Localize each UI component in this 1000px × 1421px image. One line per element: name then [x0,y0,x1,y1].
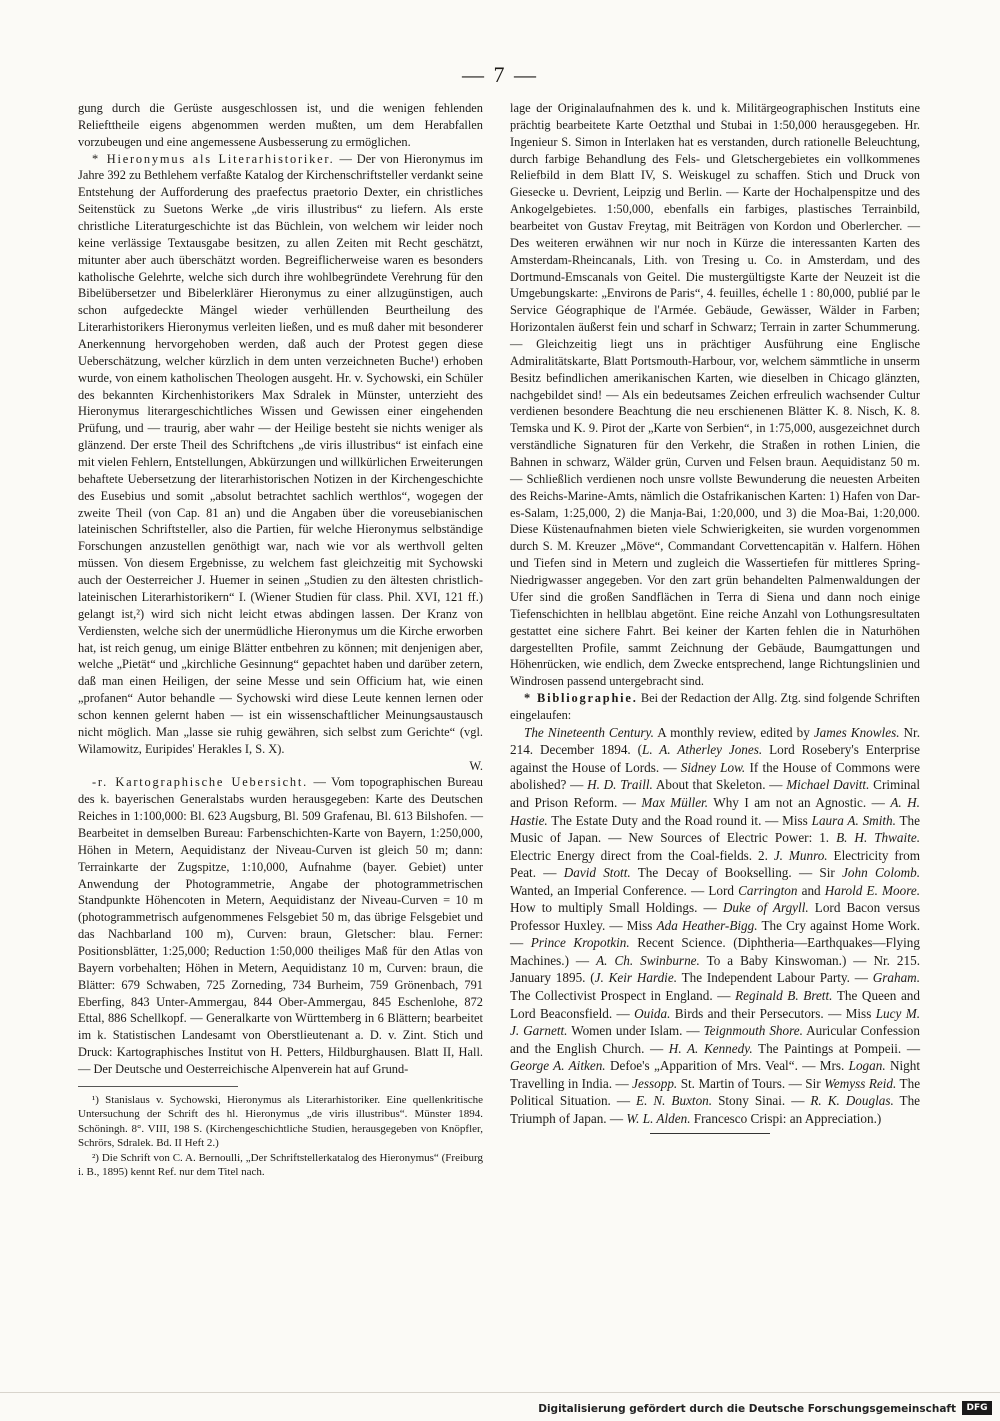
author: L. A. Atherley Jones. [642,742,763,758]
text: The Music of Japan. — New Sources of Electric Power: 1. [510,812,920,846]
author: Michael Davitt. [786,777,870,793]
author: J. Munro. [773,847,828,863]
text: Criminal and Prison Reform. — [510,777,921,810]
closing-rule [650,1133,770,1134]
author: Harold E. Moore. [824,882,920,898]
footnote-1: ¹) Stanislaus v. Sychowski, Hieronymus als Literarhistoriker. Eine quellenkritische Untersuchung der Schrift des hl. Hieronymus „de viris illustribus“. Münster 1894. Schöningh. 8°. VIII, 198 S. (Kirchengeschichtliche Studien, herausgegeben von Knöpfler, Schrörs, Sdralek. Bd. II Heft 2.) [78,1093,483,1150]
author: Jessopp. [632,1075,678,1091]
paragraph-continuation: lage der Originalaufnahmen des k. und k. Militärgeographischen Instituts eine prächtig bearbeitete Karte Oetzthal und Stubai in 1:50,000 herausgegeben. Hr. Ingenieur S. Simon in Interlaken hat es verstanden, durch rationelle Beleuchtung, durch farbige Behandlung des Fels- und Gletschergebietes ein vollkommenes Reliefbild in dem Blatt IV, S. Weiskugel zu schaffen. Stich und Druck von Giesecke u. Devrient, Leipzig und Berlin. — Karte der Hochalpenspitze und des Ankogelgebietes. 1:50,000, ebenfalls ein farbiges, plastisches Terrainbild, bearbeitet von Gustav Freytag, mit Beiträgen von Kordon und Oberlercher. — Des weiteren erwähnen wir nur noch in Kürze die interessanten Karten des Amsterdam-Rheincanals, Lith. von Tresing u. Co. in Amsterdam, und des Dortmund-Emscanals von Geitel. Die mustergültigste Karte der Neuzeit ist die Umgebungskarte: „Environs de Paris“, 4. feuilles, échelle 1 : 80,000, publié par le Service Géographique de l'Armée. Gebäude, Gewässer, Wälder in Farben; Horizontalen äußerst fein und scharf in Schwarz; Terrain in zarter Schummerung. — Gleichzeitig liegt uns in prächtiger Ausführung eine Englische Admiralitätskarte, Blatt Portsmouth-Harbour, vor, welchem sämmtliche in unserm Besitz befindlichen amerikanischen Karten, wie dieselben in Chicago glänzten, nachgebildet sind! — Als ein bedeutsames Zeichen erfreulich wachsender Cultur verdienen besondere Beachtung die neu erschienenen Blätter K. 8. Nisch, K. 8. Temska und K. 9. Pirot der „Karte von Serbien“, in 1:75,000, ausgezeichnet durch verständliche Signaturen für den Verkehr, die Straßen in rothen Linien, die Bahnen in schwarz, Wälder grün, Curven und Felsen braun. Aequidistanz 50 m. — Schließlich verdienen noch unsre vollste Bewunderung die neuesten Arbeiten des Reichs-Marine-Amts, nämlich die Ostafrikanischen Karten: 1) Hafen von Dar-es-Salam, 1:25,000, 2) die Manja-Bai, 1:20,000, und 3) die Moa-Bai, 1:20,000. Diese Küstenaufnahmen bieten viele Schwierigkeiten, sie wurden vorgenommen durch S. M. Kreuzer „Möve“, Commandant Corvettencapitän v. Halfern. Höhen und Tiefen sind in Metern und zugleich die Wassertiefen für mittleres Spring-Niedrigwasser angegeben. Vor den zart grün behandelten Palmenwaldungen der Ufer sind die großen Sandflächen in Terra di Siena und dann noch einige Tiefenschichten in hellblau abgetönt. Eine reiche Anzahl von Lothungsresultaten gestattet eine sichere Fahrt. Bei keiner der Karten fehlen die in Naturhöhen dargestellten Profile, sammt Zeichnung der Gebäude, Baumgattungen und Höhenrücken, wie endlich, dem Zwecke entsprechend, lange Richtungslinien und Windrosen passend untergebracht sind. [510,101,920,689]
text: Women under Islam. — [571,1023,700,1039]
footnote-divider [78,1086,238,1087]
author: Ouida. [634,1005,671,1021]
text: The Queen and Lord Beaconsfield. — [510,988,920,1021]
author: Carrington [738,882,798,898]
page-number: — 7 — [462,62,538,87]
article-hieronymus [78,151,483,758]
text: Electricity from Peat. — [510,847,921,881]
text: Why I am not an Agnostic. — [713,794,885,810]
footer-credit: Digitalisierung gefördert durch die Deutsche Forschungsgemeinschaft [538,1403,956,1415]
left-column [78,100,483,1180]
author: Sidney Low. [680,759,746,775]
author: Reginald B. Brett. [735,988,833,1003]
author: J. Keir Hardie. [594,970,677,986]
text: To a Baby Kinswoman.) — Nr. 215. January 1895. ( [510,952,921,986]
text: Night Travelling in India. — [510,1058,921,1091]
author-signature: W. [469,758,483,773]
author: John Colomb. [842,865,921,881]
article-intro: Bei der Redaction der Allg. Ztg. sind folgende Schriften eingelaufen: [510,691,920,722]
author: Graham. [872,970,921,986]
article-heading: * Bibliographie. [524,691,638,706]
text: The Independent Labour Party. — [681,970,868,986]
article-bibliographie [510,690,920,724]
author: A. H. Hastie. [510,794,920,828]
text: The Cry against Home Work. — [510,917,921,951]
author: W. L. Alden. [626,1110,691,1126]
text: A monthly review, edited by [657,724,810,740]
author: E. N. Buxton. [636,1093,713,1109]
article-kartographie [78,774,483,1077]
article-body: — Vom topographischen Bureau des k. bayerischen Generalstabs wurden herausgegeben: Karte des Deutschen Reiches in 1:100,000: Bl. 623 Augsburg, Bl. 509 Grafenau, Bl. 613 Bilshofen. — Bearbeitet in demselben Bureau: Farbenschichten-Karte von Bayern, 1:250,000, Höhen in Metern, Aequidistanz der Niveau-Curven ist gleich 50 m; dann: Terrainkarte der Zugspitze, 1:10,000, Aufnahme (bayer. Gebiet) unter Anwendung der Photogrammetrie, Angabe der photogrammetrischen Standpunkte Höhencoten in Metern, Aequidistanz der Niveau-Curven = 10 m (photogrammetrisch aufgenommenes Felsgebiet 50 m, das übrige Felsgebiet und das Nachbarland 100 m), Curven: braun, Gletscher: blau. Ferner: Positionsblätter, 1:25,000; Reduction 1:50,000 theiliges Maß für den Atlas von Bayern vorbehalten; Höhen in Metern, Aequidistanz 10 m, Curven: braun, die Blätter: 679 Schwaben, 725 Zorneding, 734 Burheim, 759 Grönenbach, 791 Eberfing, 843 Unter-Ammergau, 844 Ober-Ammergau, 845 Eschenlohe, 872 Ettal, 886 Schellkopf. — Generalkarte von Württemberg in 6 Blättern; bearbeitet im k. Statistischen Landesamt von Oberstlieutenant a. D. v. Zint. Stich und Druck: Kartographisches Institut von H. Petters, Hildburghausen. Blatt II, Hall. — Der Deutsche und Oesterreichische Alpenverein hat auf Grund- [78,775,483,1076]
bibliography-list [510,724,920,1128]
text: The Political Situation. — [510,1075,921,1109]
text: Lord Bacon versus Professor Huxley. — Miss [510,900,921,933]
text: Electric Energy direct from the Coal-fields. 2. [510,847,768,863]
author: George A. Aitken. [510,1058,606,1074]
author: R. K. Douglas. [810,1093,894,1109]
author: Wemyss Reid. [824,1075,897,1091]
text: St. Martin of Tours. — Sir [680,1075,821,1091]
text: Recent Science. (Diphtheria—Earthquakes—Flying Machines.) — [510,935,920,968]
paragraph-continuation: gung durch die Gerüste ausgeschlossen ist, und die wenigen fehlenden Reliefttheile eigens abgenommen werden mußten, um dem Herabfallen vorzubeugen und eine angemessene Ausbesserung zu ermöglichen. [78,101,483,149]
text: Wanted, an Imperial Conference. — Lord [510,882,734,898]
text: Auricular Confession and the English Church. — [510,1023,920,1056]
text: If the House of Commons were abolished? — [510,759,921,793]
text: Nr. 214. December 1894. ( [510,724,921,758]
text: Defoe's „Apparition of Mrs. Veal“. — Mrs. [609,1058,845,1074]
author: H. D. Traill. [587,777,653,793]
digitization-footer [0,1392,1000,1421]
author: Teignmouth Shore. [703,1023,803,1039]
text: Lord Rosebery's Enterprise against the House of Lords. — [510,742,920,775]
author: Ada Heather-Bigg. [656,917,758,933]
author: Prince Kropotkin. [530,935,630,951]
author: Laura A. Smith. [811,812,896,828]
author: B. H. Thwaite. [836,830,921,846]
article-body: — Der von Hieronymus im Jahre 392 zu Bethlehem verfaßte Katalog der Kirchenschriftsteller verdankt seine Entstehung der Aufforderung des praefectus praetorio Dexter, ein christliches Seitenstück zu Suetons Werke „de viris illustribus“ zu liefern. Als erste christliche Literaturgeschichte ist das Büchlein, von welchem wir leider noch keine verlässige Textausgabe besitzen, zu allen Zeiten mit Recht geschätzt, mitunter aber auch überschätzt worden. Begreiflicherweise waren es besonders katholische Gelehrte, welche sich durch ihre wohlbegründete Verehrung für den Bibelübersetzer und Bibelerklärer Hieronymus zu einer allzugünstigen, auch schon aufgedeckte Mängel wieder verhüllenden Beurtheilung des Literarhistorikers Hieronymus verleiten ließen, und es muß daher mit besonderer Anerkennung hervorgehoben werden, daß auch der Protest gegen diese Ueberschätzung, welcher kürzlich in dem unten verzeichneten Buche¹) erhoben wurde, von einem katholischen Theologen ausgeht. Hr. v. Sychowski, ein Schüler des bekannten Kirchenhistorikers Max Sdralek in Münster, unterzieht des Hieronymus literargeschichtliches Wissen und Gewissen einer eingehenden Prüfung, und — traurig, aber wahr — der Heilige besteht sie nichts weniger als glänzend. Der erste Theil des Schriftchens „de viris illustribus“ ist einfach eine mit vielen Fehlern, Entstellungen, Abkürzungen und willkürlichen Erweiterungen behaftete Uebersetzung der literarhistorischen Notizen in der Kirchengeschichte des Eusebius und somit „absolut betrachtet sachlich werthlos“, wogegen der zweite Theil (von Cap. 81 an) und die Angaben über die voreusebianischen lateinischen Schriftsteller, also die Partien, für welche Hieronymus selbständige Forschungen anzustellen genöthigt war, nach wie vor als werthvoll gelten müssen. Von diesem Ergebnisse, zu welchem fast gleichzeitig mit Sychowski auch der Oesterreicher J. Huemer in seinen „Studien zu den ältesten christlich-lateinischen Literarhistorikern“ I. (Wiener Studien für class. Phil. XVI, 121 ff.) gelangt ist,²) wird sich nicht leicht etwas abdingen lassen. Der Kranz von Verdiensten, welche sich der unermüdliche Hieronymus um die Kirche erworben hat, ist reich genug, um einige Blätter entbehren zu können; mit denjenigen aber, welche „Pietät“ und „kirchliche Gesinnung“ gepachtet haben und darüber zetern, daß man einen Heiligen, der seine Messe und sein Officium hat, wie einen „profanen“ Autor behandle — Sychowski wird diese Leute kennen lernen oder schon kennen gelernt haben — ist ein wissenschaftlicher Meinungsaustausch nicht möglich. Man „lasse sie ruhig gewähren, sich selbst zum Gerichte“ (vgl. Wilamowitz, Euripides' Herakles I, S. X). [78,151,484,756]
text: Birds and their Persecutors. — Miss [674,1005,872,1021]
author: James Knowles. [813,724,900,740]
text: The Estate Duty and the Road round it. — Miss [551,812,808,828]
text: The Collectivist Prospect in England. — [510,988,731,1003]
author: David Stott. [563,865,631,881]
author: A. Ch. Swinburne. [596,952,700,968]
text: The Paintings at Pompeii. — [758,1040,921,1056]
text: Francesco Crispi: an Appreciation.) [693,1110,882,1126]
dfg-logo-icon: DFG [962,1401,992,1415]
text: How to multiply Small Holdings. — [510,900,717,916]
author: Max Müller. [641,794,709,810]
article-heading: * Hieronymus als Literarhistoriker. [92,151,335,166]
text: The Triumph of Japan. — [510,1093,921,1126]
text: and [801,882,821,898]
author: Lucy M. J. Garnett. [510,1005,920,1039]
text: The Decay of Bookselling. — Sir [637,865,835,881]
right-column [510,100,920,1134]
article-heading: -r. Kartographische Uebersicht. [92,775,309,790]
text: About that Skeleton. — [655,777,783,793]
author: H. A. Kennedy. [668,1040,753,1056]
journal-title: The Nineteenth Century. [524,724,654,740]
footnotes [78,1093,483,1180]
text: Stony Sinai. — [718,1093,805,1109]
footnote-2: ²) Die Schrift von C. A. Bernoulli, „Der Schriftstellerkatalog des Hieronymus“ (Freiburg i. B., 1895) kennt Ref. nur dem Titel nach. [78,1151,483,1179]
author: Logan. [848,1058,886,1074]
author: Duke of Argyll. [722,900,809,916]
